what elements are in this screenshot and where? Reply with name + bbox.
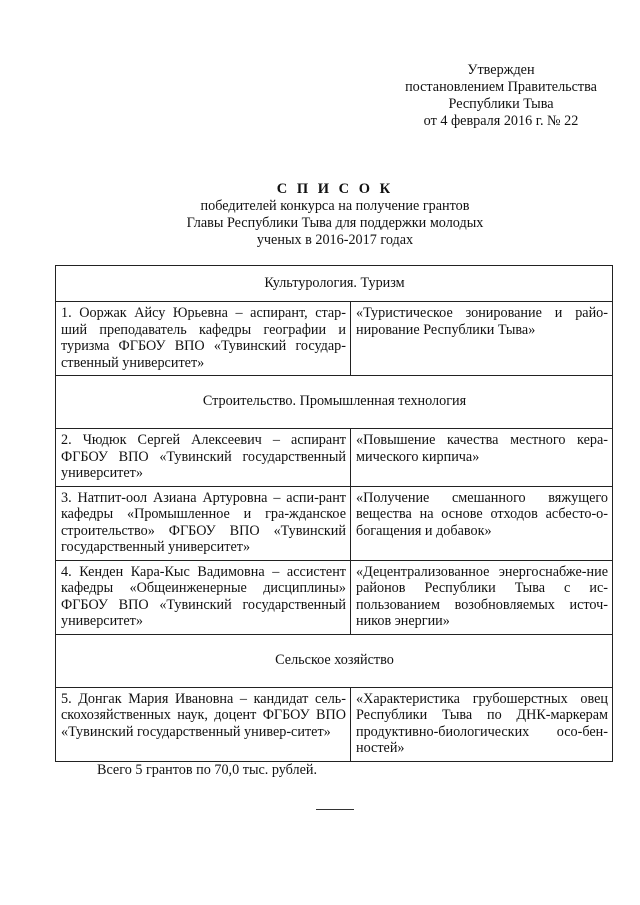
- table-row: [56, 302, 613, 376]
- project-cell: «Получение смешанного вяжущего вещества на основе отходов асбесто-о-богащения и добавок»: [351, 486, 613, 560]
- section-title: Сельское хозяйство: [56, 634, 613, 687]
- person-cell: 1. Ооржак Айсу Юрьевна – аспирант, стар-ший преподаватель кафедры географии и туризма ФГБОУ ВПО «Тувинский государ-ственный университет»: [56, 302, 351, 376]
- section-row: [56, 266, 613, 302]
- approval-block: [380, 62, 622, 130]
- project-cell: «Характеристика грубошерстных овец Республики Тыва по ДНК-маркерам продуктивно-биологических осо-бен-ностей»: [351, 687, 613, 761]
- table-row: [56, 429, 613, 487]
- approval-line: Утвержден: [467, 62, 535, 78]
- total-grants-text: Всего 5 грантов по 70,0 тыс. рублей.: [97, 762, 318, 778]
- project-cell: «Повышение качества местного кера-мического кирпича»: [351, 429, 613, 487]
- person-cell: 2. Чюдюк Сергей Алексеевич – аспирант ФГБОУ ВПО «Тувинский государственный университет»: [56, 429, 351, 487]
- end-rule: [316, 809, 354, 810]
- section-row: [56, 634, 613, 687]
- person-cell: 5. Донгак Мария Ивановна – кандидат сель-скохозяйственных наук, доцент ФГБОУ ВПО «Тувинский государственный универ-ситет»: [56, 687, 351, 761]
- section-title: Строительство. Промышленная технология: [56, 376, 613, 429]
- winners-table: [55, 265, 613, 762]
- table-row: [56, 687, 613, 761]
- section-title: Культурология. Туризм: [56, 266, 613, 302]
- table-row: [56, 486, 613, 560]
- project-cell: «Туристическое зонирование и райо-нирование Республики Тыва»: [351, 302, 613, 376]
- approval-line: Республики Тыва: [448, 96, 554, 112]
- list-heading: [150, 181, 520, 249]
- table-row: [56, 560, 613, 634]
- section-row: [56, 376, 613, 429]
- approval-line: от 4 февраля 2016 г. № 22: [423, 113, 579, 129]
- document-title: С П И С О К: [276, 181, 394, 197]
- approval-line: постановлением Правительства: [405, 79, 597, 95]
- heading-line: ученых в 2016-2017 годах: [256, 232, 414, 248]
- person-cell: 3. Натпит-оол Азиана Артуровна – аспи-рант кафедры «Промышленное и гра-жданское строительство» ФГБОУ ВПО «Тувинский государственный университет»: [56, 486, 351, 560]
- project-cell: «Децентрализованное энергоснабже-ние районов Республики Тыва с ис-пользованием возобновляемых источ-ников энергии»: [351, 560, 613, 634]
- heading-line: Главы Республики Тыва для поддержки молодых: [186, 215, 484, 231]
- person-cell: 4. Кенден Кара-Кыс Вадимовна – ассистент кафедры «Общеинженерные дисциплины» ФГБОУ ВПО «Тувинский государственный университет»: [56, 560, 351, 634]
- heading-line: победителей конкурса на получение грантов: [200, 198, 470, 214]
